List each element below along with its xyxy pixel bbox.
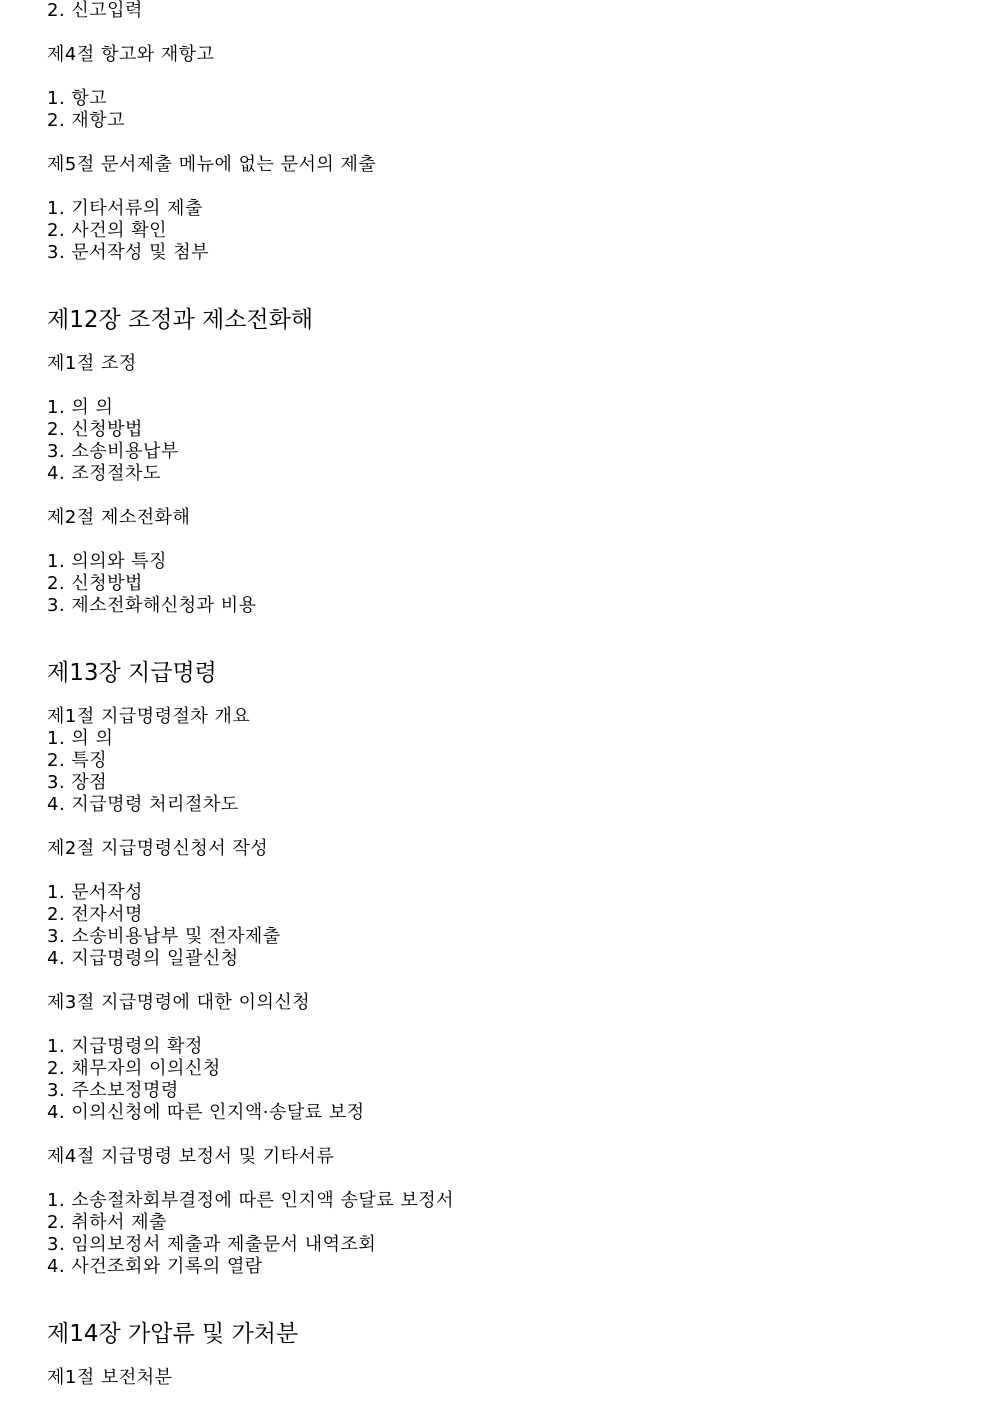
list-item: 4. 지급명령 처리절차도 <box>47 794 239 815</box>
list-item: 3. 주소보정명령 <box>47 1080 179 1101</box>
list-item: 1. 기타서류의 제출 <box>47 198 203 219</box>
list-item: 2. 재항고 <box>47 110 126 131</box>
list-item: 2. 채무자의 이의신청 <box>47 1058 221 1079</box>
list-item: 1. 문서작성 <box>47 882 143 903</box>
list-item: 1. 의 의 <box>47 397 114 418</box>
section-title: 제1절 보전처분 <box>47 1367 173 1388</box>
section-title: 제2절 제소전화해 <box>47 507 191 528</box>
list-item: 2. 신청방법 <box>47 573 143 594</box>
section-title: 제1절 조정 <box>47 353 137 374</box>
section-title: 제4절 항고와 재항고 <box>47 44 215 65</box>
chapter-title: 제14장 가압류 및 가처분 <box>47 1321 299 1347</box>
section-title: 제2절 지급명령신청서 작성 <box>47 838 269 859</box>
list-item: 1. 소송절차회부결정에 따른 인지액 송달료 보정서 <box>47 1190 455 1211</box>
list-item: 2. 특징 <box>47 750 108 771</box>
list-item: 3. 임의보정서 제출과 제출문서 내역조회 <box>47 1234 377 1255</box>
list-item: 3. 제소전화해신청과 비용 <box>47 595 257 616</box>
chapter-title: 제13장 지급명령 <box>47 660 217 686</box>
list-item: 3. 장점 <box>47 772 108 793</box>
list-item: 1. 의의와 특징 <box>47 551 168 572</box>
section-title: 제5절 문서제출 메뉴에 없는 문서의 제출 <box>47 154 377 175</box>
list-item: 3. 소송비용납부 <box>47 441 179 462</box>
list-item: 2. 사건의 확인 <box>47 220 168 241</box>
list-item: 4. 조정절차도 <box>47 463 161 484</box>
list-item: 2. 취하서 제출 <box>47 1212 168 1233</box>
list-item: 4. 지급명령의 일괄신청 <box>47 948 239 969</box>
section-title: 제3절 지급명령에 대한 이의신청 <box>47 992 311 1013</box>
list-item: 1. 지급명령의 확정 <box>47 1036 203 1057</box>
list-item: 2. 전자서명 <box>47 904 143 925</box>
list-item: 1. 항고 <box>47 88 108 109</box>
list-item: 2. 신청방법 <box>47 419 143 440</box>
list-item: 1. 의 의 <box>47 728 114 749</box>
section-title: 제1절 지급명령절차 개요 <box>47 706 251 727</box>
list-item: 3. 문서작성 및 첨부 <box>47 242 210 263</box>
list-item: 3. 소송비용납부 및 전자제출 <box>47 926 281 947</box>
list-item: 4. 이의신청에 따른 인지액·송달료 보정 <box>47 1102 365 1123</box>
chapter-title: 제12장 조정과 제소전화해 <box>47 307 314 333</box>
section-title: 제4절 지급명령 보정서 및 기타서류 <box>47 1146 335 1167</box>
list-item: 2. 신고입력 <box>47 0 143 21</box>
document-body <box>47 0 947 1389</box>
list-item: 4. 사건조회와 기록의 열람 <box>47 1256 263 1277</box>
